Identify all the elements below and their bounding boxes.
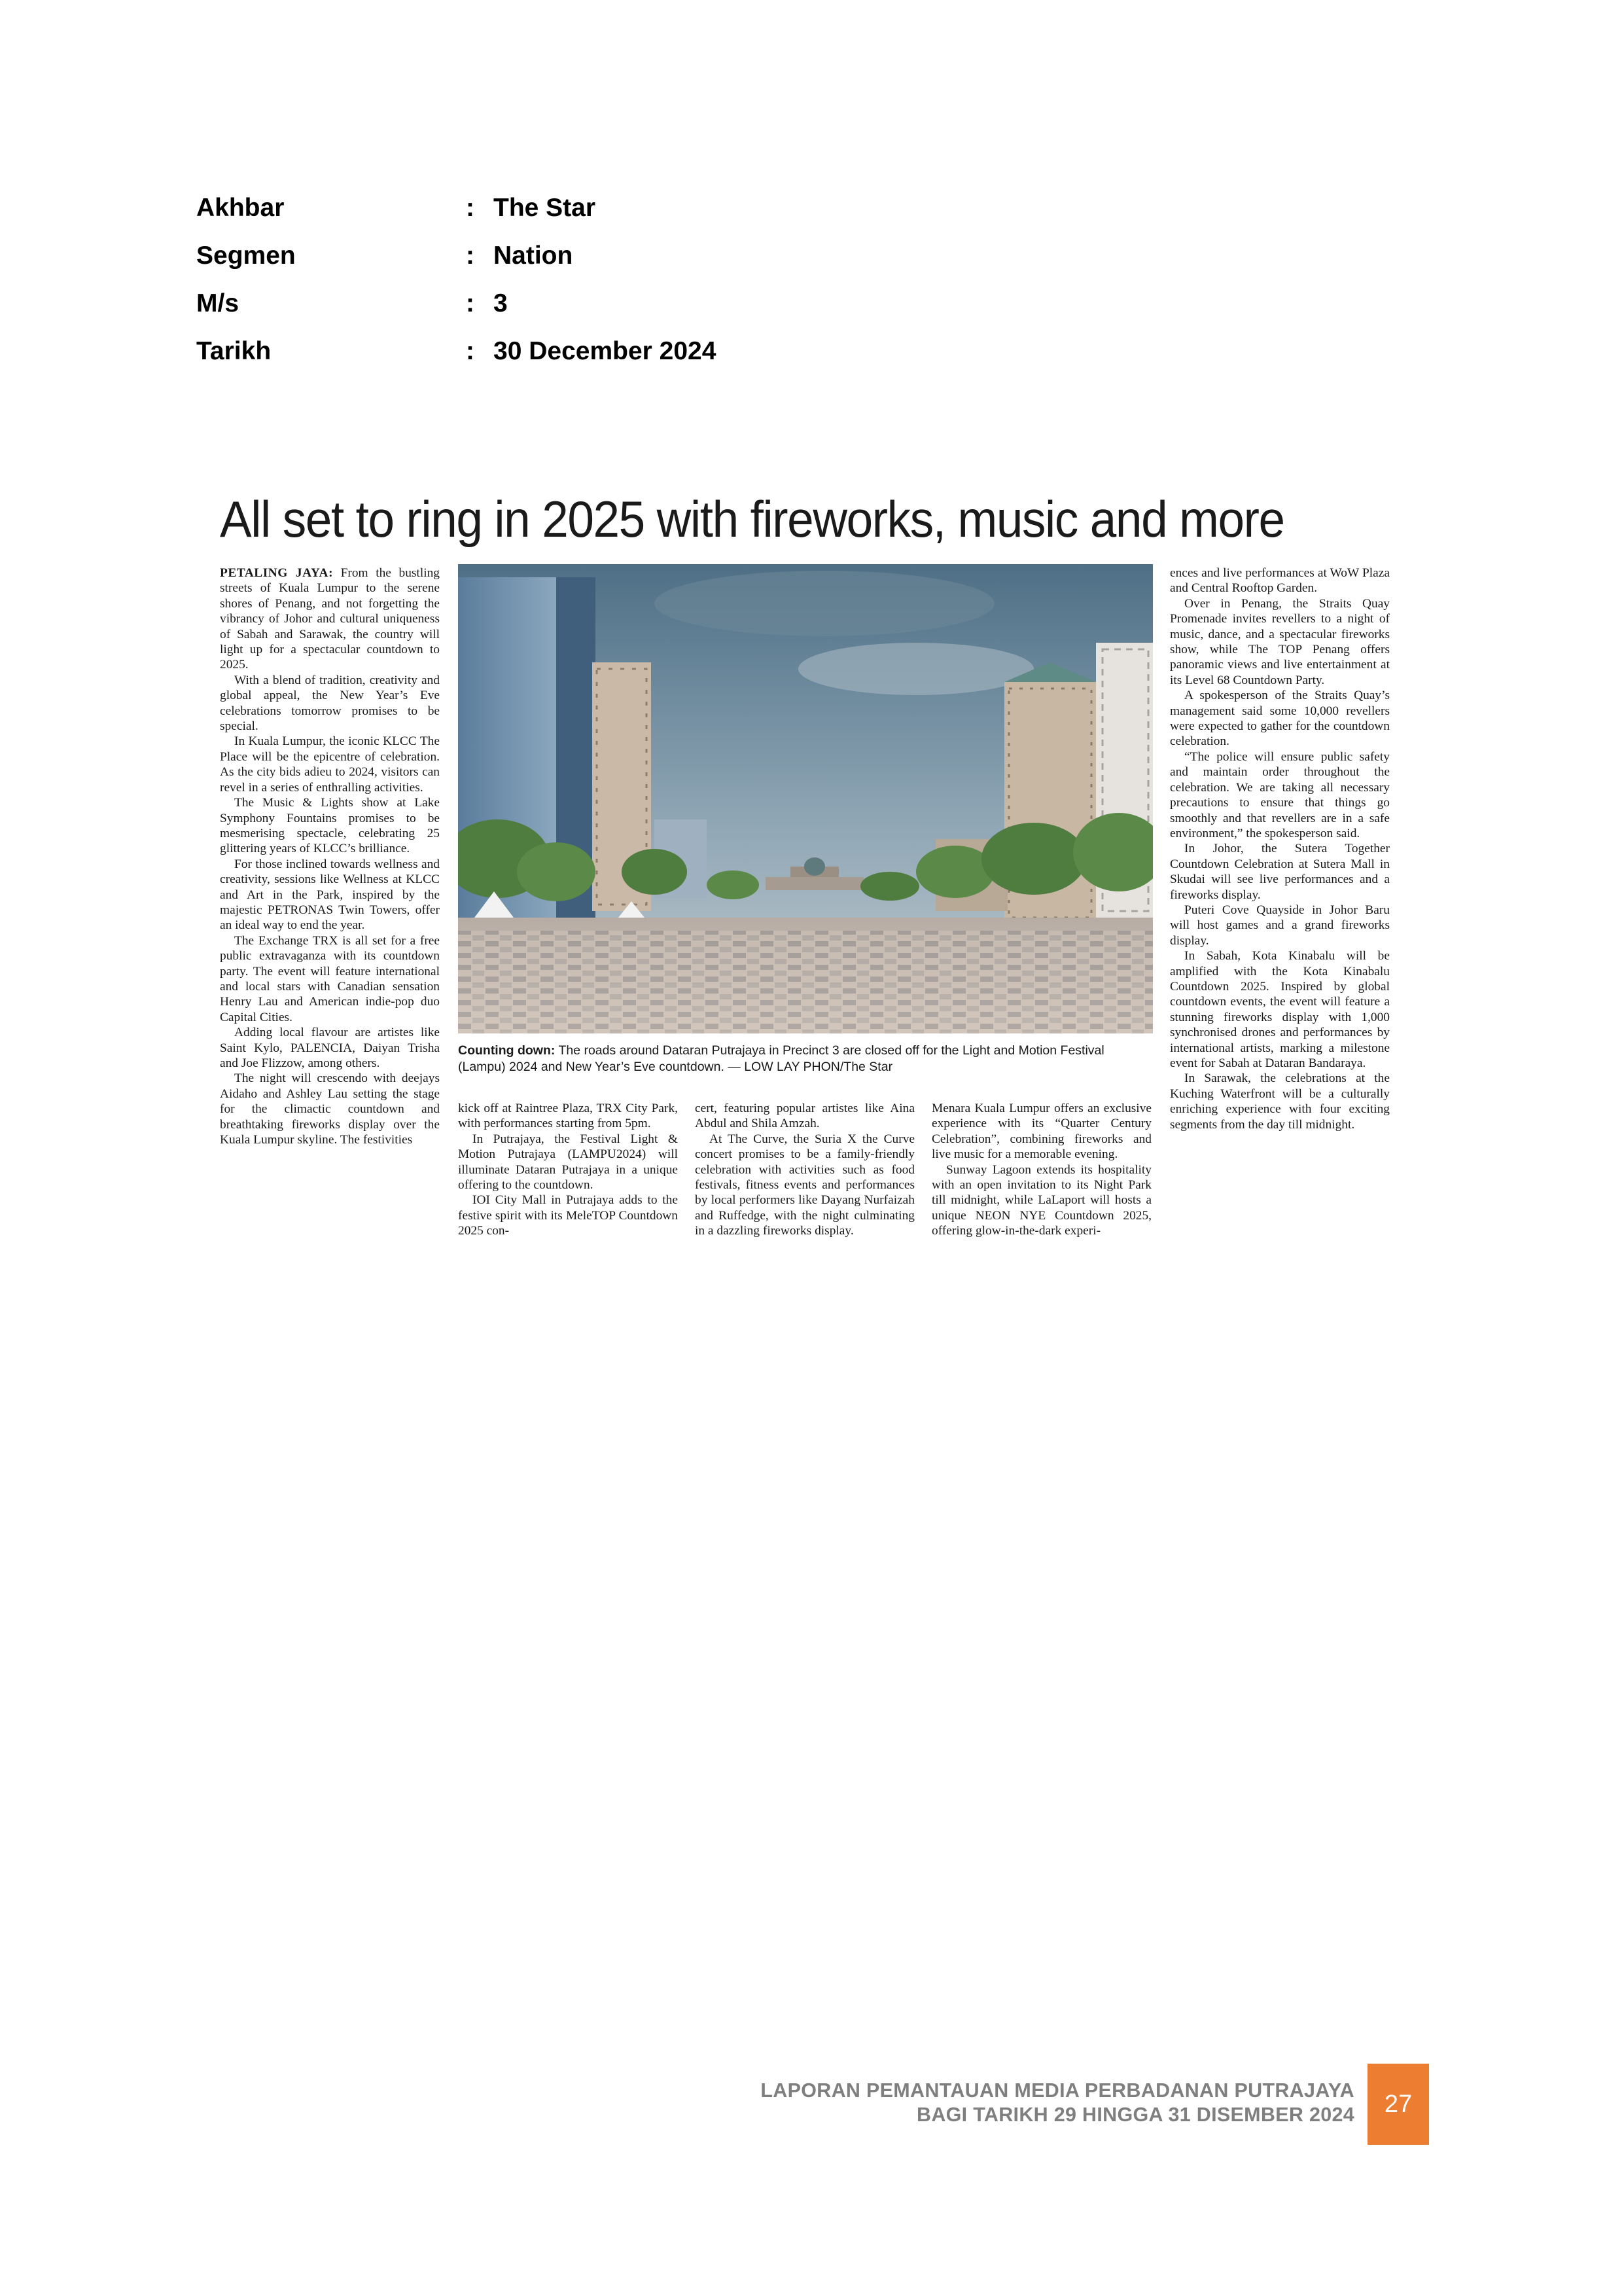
photo-dataran-putrajaya bbox=[458, 564, 1153, 1033]
article-paragraph: Sunway Lagoon extends its hospitality with an open invitation to its Night Park till midnight, while LaLaport will hosts a unique NEON NYE Countdown 2025, offering glow-in-the-dark experi- bbox=[932, 1162, 1152, 1238]
article-paragraph: In Putrajaya, the Festival Light & Motion Putrajaya (LAMPU2024) will illuminate Dataran Putrajaya in a unique offering to the countdown. bbox=[458, 1132, 678, 1193]
photo-caption bbox=[458, 1043, 1153, 1075]
article-paragraph bbox=[220, 565, 440, 673]
report-footer bbox=[760, 2079, 1354, 2127]
meta-colon: : bbox=[466, 242, 474, 270]
meta-label: M/s bbox=[196, 289, 239, 317]
meta-row-tarikh bbox=[196, 337, 716, 385]
dateline: PETALING JAYA: bbox=[220, 566, 334, 580]
article-paragraph: ences and live performances at WoW Plaza and Central Rooftop Garden. bbox=[1170, 566, 1390, 596]
plaza-tiles bbox=[458, 931, 1153, 1033]
article-paragraph: In Sabah, Kota Kinabalu will be amplified with the Kota Kinabalu Countdown 2025. Inspired by global countdown events, the event will feature a stunning fireworks display with 1,000 synchronised drones and performances by international artists, marking a milestone event for Sabah at Dataran Bandaraya. bbox=[1170, 949, 1390, 1070]
article-paragraph: Puteri Cove Quayside in Johor Baru will host games and a grand fireworks display. bbox=[1170, 903, 1390, 948]
article-paragraph: In Sarawak, the celebrations at the Kuching Waterfront will be a culturally enriching experience with four exciting segments from the day till midnight. bbox=[1170, 1071, 1390, 1132]
meta-label: Akhbar bbox=[196, 194, 285, 222]
meta-value: 3 bbox=[493, 289, 508, 317]
article-paragraph: In Johor, the Sutera Together Countdown Celebration at Sutera Mall in Skudai will see live performances and a fireworks display. bbox=[1170, 842, 1390, 902]
article-paragraph: The Music & Lights show at Lake Symphony Fountains promises to be mesmerising spectacle, celebrating 25 glittering years of KLCC’s brilliance. bbox=[220, 796, 440, 856]
meta-value: The Star bbox=[493, 194, 596, 222]
footer-line-2: BAGI TARIKH 29 HINGGA 31 DISEMBER 2024 bbox=[917, 2104, 1354, 2126]
article-paragraph: The night will crescendo with deejays Aidaho and Ashley Lau setting the stage for the climactic countdown and breathtaking fireworks display over the Kuala Lumpur skyline. The festivities bbox=[220, 1071, 440, 1147]
article-column-5 bbox=[1170, 565, 1390, 1279]
article-paragraph: At The Curve, the Suria X the Curve concert promises to be a family-friendly celebration with activities such as food festivals, fitness events and performances by local performers like Dayang Nurfaizah and Ruffedge, with the night culminating in a dazzling fireworks display. bbox=[695, 1132, 915, 1238]
clipping-metadata bbox=[196, 194, 716, 385]
article-column-4 bbox=[932, 1101, 1152, 1278]
article-photo bbox=[458, 564, 1153, 1033]
article-paragraph: Menara Kuala Lumpur offers an exclusive experience with its “Quarter Century Celebration”, combining fireworks and live music for a memorable evening. bbox=[932, 1102, 1152, 1162]
meta-colon: : bbox=[466, 194, 474, 222]
article-paragraph: In Kuala Lumpur, the iconic KLCC The Place will be the epicentre of celebration. As the city bids adieu to 2024, visitors can revel in a series of enthralling activities. bbox=[220, 734, 440, 795]
article-paragraph: For those inclined towards wellness and creativity, sessions like Wellness at KLCC and Art in the Park, inspired by the majestic PETRONAS Twin Towers, offer an ideal way to end the year. bbox=[220, 857, 440, 933]
page-number-badge: 27 bbox=[1368, 2064, 1429, 2145]
article-column-1 bbox=[220, 565, 440, 1279]
meta-colon: : bbox=[466, 289, 474, 317]
article-paragraph: IOI City Mall in Putrajaya adds to the festive spirit with its MeleTOP Countdown 2025 con- bbox=[458, 1193, 678, 1238]
meta-row-ms bbox=[196, 289, 716, 337]
meta-colon: : bbox=[466, 337, 474, 365]
meta-label: Segmen bbox=[196, 242, 296, 270]
meta-value: Nation bbox=[493, 242, 573, 270]
meta-row-akhbar bbox=[196, 194, 716, 242]
article-paragraph: “The police will ensure public safety and maintain order throughout the celebration. We are taking all necessary precautions to ensure that things go smoothly and that revellers are in a safe environment,” the spokesperson said. bbox=[1170, 749, 1390, 840]
article-paragraph: The Exchange TRX is all set for a free public extravaganza with its countdown party. The event will feature international and local stars with Canadian sensation Henry Lau and American indie-pop duo Capital Cities. bbox=[220, 933, 440, 1024]
article-paragraph: Over in Penang, the Straits Quay Promenade invites revellers to a night of music, dance, and a spectacular fireworks show, while The TOP Penang offers panoramic views and live entertainment at its Level 68 Countdown Party. bbox=[1170, 596, 1390, 687]
article-paragraph: cert, featuring popular artistes like Aina Abdul and Shila Amzah. bbox=[695, 1102, 915, 1131]
article-column-3 bbox=[695, 1101, 915, 1278]
caption-text: The roads around Dataran Putrajaya in Precinct 3 are closed off for the Light and Motion Festival (Lampu) 2024 and New Year’s Eve countdown. — LOW LAY PHON/The Star bbox=[458, 1043, 1104, 1074]
article-paragraph: A spokesperson of the Straits Quay’s management said some 10,000 revellers were expected to gather for the countdown celebration. bbox=[1170, 689, 1390, 749]
meta-label: Tarikh bbox=[196, 337, 272, 365]
article-paragraph: Adding local flavour are artistes like Saint Kylo, PALENCIA, Daiyan Trisha and Joe Flizzow, among others. bbox=[220, 1026, 440, 1070]
article-paragraph: With a blend of tradition, creativity and global appeal, the New Year’s Eve celebrations tomorrow promises to be special. bbox=[220, 673, 440, 734]
article-headline: All set to ring in 2025 with fireworks, music and more bbox=[220, 490, 1284, 548]
article-column-2 bbox=[458, 1101, 678, 1278]
meta-value: 30 December 2024 bbox=[493, 337, 716, 365]
caption-lead: Counting down: bbox=[458, 1043, 556, 1058]
meta-row-segmen bbox=[196, 242, 716, 289]
footer-line-1: LAPORAN PEMANTAUAN MEDIA PERBADANAN PUTRAJAYA bbox=[760, 2079, 1354, 2102]
paragraph-text: From the bustling streets of Kuala Lumpur to the serene shores of Penang, and not forgetting the vibrancy of Johor and cultural uniqueness of Sabah and Sarawak, the country will light up for a spectacular countdown to 2025. bbox=[220, 566, 440, 672]
article-paragraph: kick off at Raintree Plaza, TRX City Park, with performances starting from 5pm. bbox=[458, 1102, 678, 1131]
